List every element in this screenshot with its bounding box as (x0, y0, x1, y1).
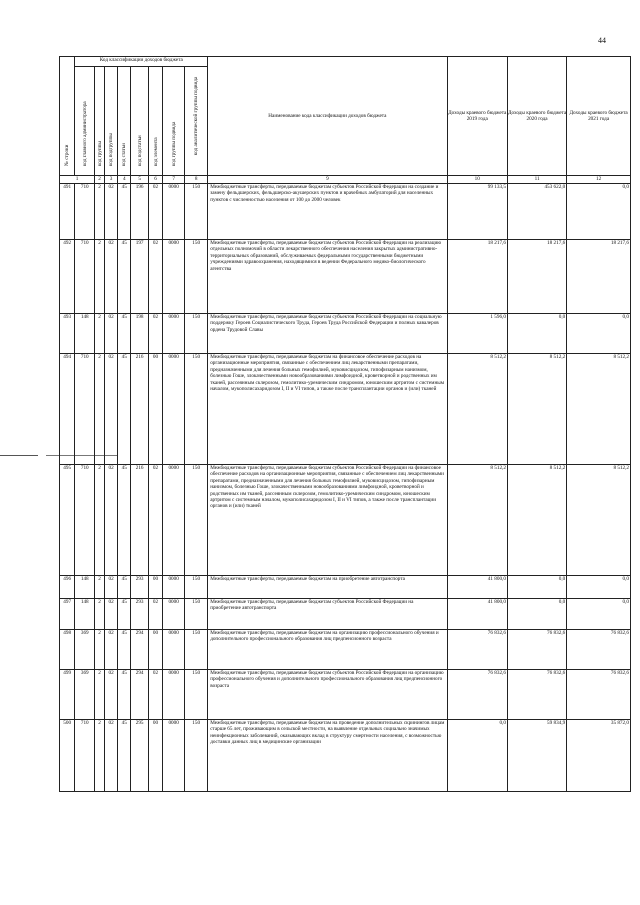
amount-2021: 76 832,6 (567, 670, 631, 720)
subtype-group-code: 0000 (163, 630, 185, 670)
element-code: 02 (148, 465, 162, 576)
group-code: 2 (95, 465, 105, 576)
year-2020-header: Доходы краевого бюджета 2020 года (507, 57, 566, 176)
year-2019-header: Доходы краевого бюджета 2019 года (447, 57, 507, 176)
subgroup-code: 02 (104, 630, 117, 670)
code-col-header: код группы подвида (163, 67, 185, 176)
year-2021-header: Доходы краевого бюджета 2021 года (567, 57, 631, 176)
element-code: 00 (148, 720, 162, 792)
article-code: 45 (118, 630, 131, 670)
analytic-group-code: 150 (185, 314, 208, 354)
table-row (60, 184, 631, 240)
classification-code-caption: Код классификации доходов бюджета (75, 57, 208, 67)
admin-code: 710 (75, 184, 95, 240)
row-number: 491 (60, 184, 75, 240)
group-code: 2 (95, 240, 105, 314)
element-code: 02 (148, 670, 162, 720)
subarticle-code: 294 (131, 670, 149, 720)
column-number-row (60, 176, 631, 184)
col-number: 3 (104, 176, 117, 184)
group-code: 2 (95, 720, 105, 792)
admin-code: 710 (75, 240, 95, 314)
revenue-name: Межбюджетные трансферты, передаваемые бюджетам субъектов Российской Федерации на организацию профессионального обучения и дополнительного профессионального образования лиц предпенсионного возраста (208, 670, 447, 720)
subarticle-code: 294 (131, 630, 149, 670)
name-column-header: Наименование кода классификации доходов бюджета (208, 57, 447, 176)
table-row (60, 354, 631, 465)
subgroup-code: 02 (104, 720, 117, 792)
group-code: 2 (95, 599, 105, 630)
table-row (60, 599, 631, 630)
col-number: 10 (447, 176, 507, 184)
admin-code: 369 (75, 630, 95, 670)
amount-2020: 8 512,2 (507, 465, 566, 576)
subarticle-code: 198 (131, 314, 149, 354)
subgroup-code: 02 (104, 184, 117, 240)
admin-code: 148 (75, 314, 95, 354)
subgroup-code: 02 (104, 670, 117, 720)
analytic-group-code: 150 (185, 354, 208, 465)
analytic-group-code: 150 (185, 670, 208, 720)
table-row (60, 314, 631, 354)
subarticle-code: 197 (131, 240, 149, 314)
amount-2020: 76 832,6 (507, 630, 566, 670)
subarticle-code: 216 (131, 465, 149, 576)
revenue-name: Межбюджетные трансферты, передаваемые бюджетам субъектов Российской Федерации на реализацию отдельных полномочий в области лекарственного обеспечения населения закрытых административно-территориальных образований, обслуживаемых федеральными государственными бюджетными учреждениями здравоохранения, находящимися в ведении Федерального медико-биологического агентства (208, 240, 447, 314)
amount-2019: 0,0 (447, 720, 507, 792)
analytic-group-code: 150 (185, 630, 208, 670)
subtype-group-code: 0000 (163, 670, 185, 720)
table-row (60, 240, 631, 314)
article-code: 45 (118, 670, 131, 720)
revenue-name: Межбюджетные трансферты, передаваемые бюджетам субъектов Российской Федерации на приобретение автотранспорта (208, 599, 447, 630)
row-number: 498 (60, 630, 75, 670)
code-col-header: код аналитической группы подвида (185, 67, 208, 176)
amount-2019: 1 596,0 (447, 314, 507, 354)
col-number: 6 (148, 176, 162, 184)
analytic-group-code: 150 (185, 720, 208, 792)
page-number: 44 (598, 36, 606, 45)
subtype-group-code: 0000 (163, 354, 185, 465)
revenue-name: Межбюджетные трансферты, передаваемые бюджетам на проведение дополнительных скринингов лицам старше 65 лет, проживающим в сельской местности, на выявление отдельных социально значимых неинфекционных заболеваний, оказывающих вклад в структуру смертности населения, с возможностью доставки данных лиц в медицинские организации (208, 720, 447, 792)
article-code: 45 (118, 314, 131, 354)
row-number-header: № строки (60, 57, 75, 176)
table-row (60, 465, 631, 576)
analytic-group-code: 150 (185, 576, 208, 599)
admin-code: 369 (75, 670, 95, 720)
col-number: 8 (185, 176, 208, 184)
subarticle-code: 293 (131, 599, 149, 630)
amount-2021: 8 512,2 (567, 465, 631, 576)
amount-2019: 99 133,5 (447, 184, 507, 240)
element-code: 02 (148, 184, 162, 240)
amount-2021: 0,0 (567, 314, 631, 354)
admin-code: 710 (75, 720, 95, 792)
element-code: 02 (148, 240, 162, 314)
code-col-header: код подгруппы (104, 67, 117, 176)
article-code: 45 (118, 354, 131, 465)
article-code: 45 (118, 720, 131, 792)
row-number: 497 (60, 599, 75, 630)
col-number: 9 (208, 176, 447, 184)
col-number: 7 (163, 176, 185, 184)
amount-2020: 0,0 (507, 576, 566, 599)
subtype-group-code: 0000 (163, 314, 185, 354)
row-number: 495 (60, 465, 75, 576)
subtype-group-code: 0000 (163, 720, 185, 792)
article-code: 45 (118, 184, 131, 240)
amount-2019: 8 512,2 (447, 354, 507, 465)
subgroup-code: 02 (104, 240, 117, 314)
subarticle-code: 295 (131, 720, 149, 792)
element-code: 02 (148, 599, 162, 630)
element-code: 02 (148, 314, 162, 354)
element-code: 00 (148, 576, 162, 599)
admin-code: 710 (75, 465, 95, 576)
code-col-header: код главного администратора (75, 67, 95, 176)
amount-2021: 0,0 (567, 576, 631, 599)
revenue-name: Межбюджетные трансферты, передаваемые бюджетам субъектов Российской Федерации на создание и замену фельдшерских, фельдшерско-акушерских пунктов и врачебных амбулаторий для населенных пунктов с численностью населения от 100 до 2000 человек (208, 184, 447, 240)
amount-2019: 8 512,2 (447, 465, 507, 576)
amount-2019: 18 217,6 (447, 240, 507, 314)
element-code: 00 (148, 354, 162, 465)
admin-code: 710 (75, 354, 95, 465)
col-number: 5 (131, 176, 149, 184)
code-col-header: код статьи (118, 67, 131, 176)
group-code: 2 (95, 576, 105, 599)
amount-2020: 0,0 (507, 599, 566, 630)
amount-2021: 0,0 (567, 599, 631, 630)
code-col-header: код группы (95, 67, 105, 176)
table-row (60, 630, 631, 670)
amount-2020: 0,0 (507, 314, 566, 354)
article-code: 45 (118, 240, 131, 314)
amount-2021: 8 512,2 (567, 354, 631, 465)
subtype-group-code: 0000 (163, 576, 185, 599)
row-number: 492 (60, 240, 75, 314)
amount-2020: 453 622,0 (507, 184, 566, 240)
subtype-group-code: 0000 (163, 599, 185, 630)
article-code: 45 (118, 599, 131, 630)
amount-2021: 35 872,0 (567, 720, 631, 792)
amount-2019: 41 800,0 (447, 599, 507, 630)
admin-code: 148 (75, 599, 95, 630)
subtype-group-code: 0000 (163, 465, 185, 576)
group-code: 2 (95, 630, 105, 670)
revenue-name: Межбюджетные трансферты, передаваемые бюджетам субъектов Российской Федерации на финансовое обеспечение расходов на организационные мероприятия, связанные с обеспечением лиц лекарственными препаратами, предназначенными для лечения больных гемофилией, муковисцидозом, гипофизарным нанизмом, болезнью Гоше, злокачественными новообразованиями лимфоидной, кроветворной и родственных им тканей, рассеянным склерозом, гемолитико-уремическим синдромом, юношеским артритом с системным началом, мукополисахаридозом I, II и VI типов, а также после трансплантации органов и (или) тканей (208, 465, 447, 576)
revenue-name: Межбюджетные трансферты, передаваемые бюджетам на организацию профессионального обучения и дополнительного профессионального образования лиц предпенсионного возраста (208, 630, 447, 670)
amount-2021: 0,0 (567, 184, 631, 240)
amount-2020: 8 512,2 (507, 354, 566, 465)
code-col-header: код подстатьи (131, 67, 149, 176)
code-col-header: код элемента (148, 67, 162, 176)
amount-2019: 76 832,6 (447, 670, 507, 720)
subtype-group-code: 0000 (163, 240, 185, 314)
subgroup-code: 02 (104, 599, 117, 630)
article-code: 45 (118, 465, 131, 576)
col-number: 2 (95, 176, 105, 184)
col-number: 1 (60, 176, 95, 184)
revenue-name: Межбюджетные трансферты, передаваемые бюджетам на финансовое обеспечение расходов на организационные мероприятия, связанные с обеспечением лиц лекарственными препаратами, предназначенными для лечения больных гемофилией, муковисцидозом, гипофизарным нанизмом, болезнью Гоше, злокачественными новообразованиями лимфоидной, кроветворной и родственных им тканей, рассеянным склерозом, гемолитико-уремическим синдромом, юношеским артритом с системным началом, мукополисахаридозом I, II и VI типов, а также после трансплантации органов и (или) тканей (208, 354, 447, 465)
table-row (60, 720, 631, 792)
budget-revenue-table (59, 56, 631, 792)
group-code: 2 (95, 184, 105, 240)
amount-2019: 76 832,6 (447, 630, 507, 670)
amount-2021: 76 832,6 (567, 630, 631, 670)
element-code: 00 (148, 630, 162, 670)
row-number: 500 (60, 720, 75, 792)
subarticle-code: 196 (131, 184, 149, 240)
table-row (60, 670, 631, 720)
article-code: 45 (118, 576, 131, 599)
row-number: 493 (60, 314, 75, 354)
group-code: 2 (95, 354, 105, 465)
subgroup-code: 02 (104, 354, 117, 465)
revenue-name: Межбюджетные трансферты, передаваемые бюджетам субъектов Российской Федерации на социальную поддержку Героев Социалистического Труда, Героев Труда Российской Федерации и полных кавалеров ордена Трудовой Славы (208, 314, 447, 354)
amount-2020: 59 834,9 (507, 720, 566, 792)
amount-2019: 41 800,0 (447, 576, 507, 599)
scan-artifact-line (0, 455, 38, 456)
row-number: 496 (60, 576, 75, 599)
subgroup-code: 02 (104, 314, 117, 354)
analytic-group-code: 150 (185, 599, 208, 630)
col-number: 12 (567, 176, 631, 184)
group-code: 2 (95, 314, 105, 354)
subarticle-code: 216 (131, 354, 149, 465)
table-row (60, 576, 631, 599)
subtype-group-code: 0000 (163, 184, 185, 240)
analytic-group-code: 150 (185, 184, 208, 240)
revenue-name: Межбюджетные трансферты, передаваемые бюджетам на приобретение автотранспорта (208, 576, 447, 599)
subgroup-code: 02 (104, 465, 117, 576)
amount-2020: 76 832,6 (507, 670, 566, 720)
row-number: 499 (60, 670, 75, 720)
amount-2021: 18 217,6 (567, 240, 631, 314)
col-number: 4 (118, 176, 131, 184)
analytic-group-code: 150 (185, 465, 208, 576)
subgroup-code: 02 (104, 576, 117, 599)
amount-2020: 18 217,6 (507, 240, 566, 314)
col-number: 11 (507, 176, 566, 184)
subarticle-code: 293 (131, 576, 149, 599)
admin-code: 148 (75, 576, 95, 599)
row-number: 494 (60, 354, 75, 465)
analytic-group-code: 150 (185, 240, 208, 314)
group-code: 2 (95, 670, 105, 720)
